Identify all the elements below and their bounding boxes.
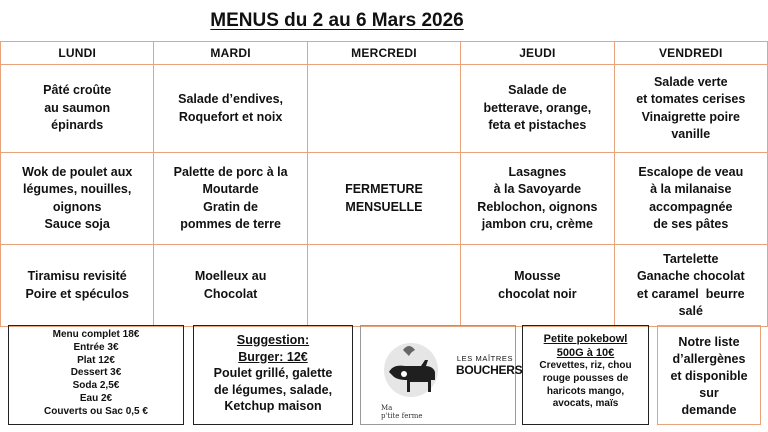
menu-cell-line: MENSUELLE (345, 199, 423, 214)
day-header: MARDI (154, 42, 307, 65)
menu-cell-line: Palette de porc à la (173, 164, 288, 179)
suggestion-box (193, 325, 353, 425)
pokebowl-text: rouge pousses de (542, 372, 629, 384)
price-item: Eau 2€ (79, 392, 113, 404)
butcher-logo-main: BOUCHERS (456, 363, 523, 377)
menu-cell-line: Vinaigrette poire (641, 109, 740, 124)
menu-cell (307, 65, 460, 153)
menu-cell-line: chocolat noir (498, 286, 577, 301)
price-item: Dessert 3€ (70, 367, 122, 379)
menu-cell (461, 245, 614, 327)
menu-cell-line: Chocolat (203, 286, 258, 301)
price-list-box (8, 325, 184, 425)
menu-cell-line: pommes de terre (180, 217, 281, 231)
farm-name: p'tite ferme (381, 412, 423, 420)
menu-cell-line: Tartelette (663, 251, 719, 266)
logos-box (360, 325, 523, 425)
menu-cell-line: salé (678, 304, 703, 318)
menu-cell-line: Moutarde (202, 182, 259, 196)
butcher-logo (456, 354, 523, 377)
menu-cell-line: au saumon (44, 100, 111, 115)
pokebowl-text: haricots mango, (546, 385, 625, 397)
menu-cell-line: Pâté croûte (43, 83, 112, 98)
pokebowl-text: avocats, maïs (552, 398, 619, 410)
menu-cell (1, 153, 154, 245)
menu-cell-line: Roquefort et noix (178, 109, 283, 124)
menu-cell-line: Salade verte (653, 74, 728, 89)
menu-cell-line: Escalope de veau (638, 164, 744, 179)
pokebowl-box (522, 325, 649, 425)
menu-cell (307, 245, 460, 327)
menu-cell (461, 153, 614, 245)
menu-cell (1, 245, 154, 327)
page-title: MENUS du 2 au 6 Mars 2026 (210, 10, 464, 31)
allergens-text: demande (681, 403, 737, 417)
suggestion-heading: Suggestion: (236, 333, 310, 347)
menu-cell-line: Gratin de (203, 199, 259, 214)
menu-cell-line: Lasagnes (508, 164, 567, 179)
allergens-text: et disponible (670, 369, 748, 383)
suggestion-text: Ketchup maison (224, 399, 322, 413)
menu-cell-line: accompagnée (649, 199, 733, 214)
allergens-text: d’allergènes (672, 352, 746, 366)
price-item: Plat 12€ (77, 354, 115, 366)
day-header: VENDREDI (614, 42, 767, 65)
price-item: Soda 2,5€ (72, 380, 120, 392)
menu-cell-line: Wok de poulet aux (22, 164, 133, 179)
suggestion-text: de légumes, salade, (213, 382, 333, 397)
price-item: Menu complet 18€ (52, 329, 140, 340)
day-header-row (1, 42, 768, 65)
farm-logo (373, 336, 449, 420)
allergens-text: Notre liste (678, 335, 740, 349)
menu-cell-line: épinards (51, 118, 104, 133)
menu-cell-line: Salade de (508, 83, 567, 98)
menu-cell (154, 153, 307, 245)
menu-cell-line: Moelleux au (194, 269, 267, 283)
menu-cell (614, 245, 767, 327)
menu-cell-line: Ganache chocolat (636, 269, 745, 283)
menu-cell-line: de ses pâtes (653, 217, 729, 231)
menu-cell (154, 65, 307, 153)
suggestion-text: Poulet grillé, galette (213, 366, 333, 380)
menu-cell-line: jambon cru, crème (481, 217, 593, 231)
menu-row (1, 153, 768, 245)
menu-row (1, 245, 768, 327)
menu-cell (1, 65, 154, 153)
price-item: Couverts ou Sac 0,5 € (44, 405, 148, 417)
menu-cell-line: vanille (671, 127, 711, 141)
menu-cell-line: légumes, nouilles, (23, 182, 132, 196)
menu-cell (614, 65, 767, 153)
menu-cell-line: Reblochon, oignons (477, 199, 598, 214)
menu-cell (614, 153, 767, 245)
menu-cell (461, 65, 614, 153)
menu-cell-line: FERMETURE (345, 182, 423, 196)
butcher-logo-top: LES MAÎTRES (456, 354, 514, 363)
day-header: MERCREDI (307, 42, 460, 65)
menu-cell-line: Salade d’endives, (178, 92, 284, 106)
pokebowl-heading: Petite pokebowl (543, 333, 628, 345)
menu-cell-line: Tiramisu revisité (27, 269, 127, 283)
day-header: JEUDI (461, 42, 614, 65)
menu-cell-line: oignons (52, 199, 102, 214)
menu-cell-line: feta et pistaches (488, 118, 587, 133)
menu-cell-line: à la milanaise (650, 182, 732, 196)
suggestion-heading: Burger: 12€ (238, 349, 308, 364)
pokebowl-heading: 500G à 10€ (556, 347, 615, 359)
pokebowl-text: Crevettes, riz, chou (539, 360, 632, 371)
menu-cell-line: et caramel beurre (636, 286, 745, 301)
menu-row (1, 65, 768, 153)
weekly-menu-table (0, 41, 768, 327)
allergens-box (657, 325, 761, 425)
farm-name: Ma (381, 404, 393, 412)
allergens-text: sur (699, 386, 719, 400)
menu-cell-line: betterave, orange, (483, 100, 592, 115)
menu-cell-line: Mousse (514, 269, 561, 283)
menu-cell (154, 245, 307, 327)
price-item: Entrée 3€ (73, 341, 119, 353)
menu-cell-line: Sauce soja (44, 217, 110, 231)
menu-cell (307, 153, 460, 245)
menu-cell-line: à la Savoyarde (493, 182, 582, 196)
menu-cell-line: Poire et spéculos (25, 286, 129, 301)
menu-cell-line: et tomates cerises (636, 92, 746, 106)
day-header: LUNDI (1, 42, 154, 65)
